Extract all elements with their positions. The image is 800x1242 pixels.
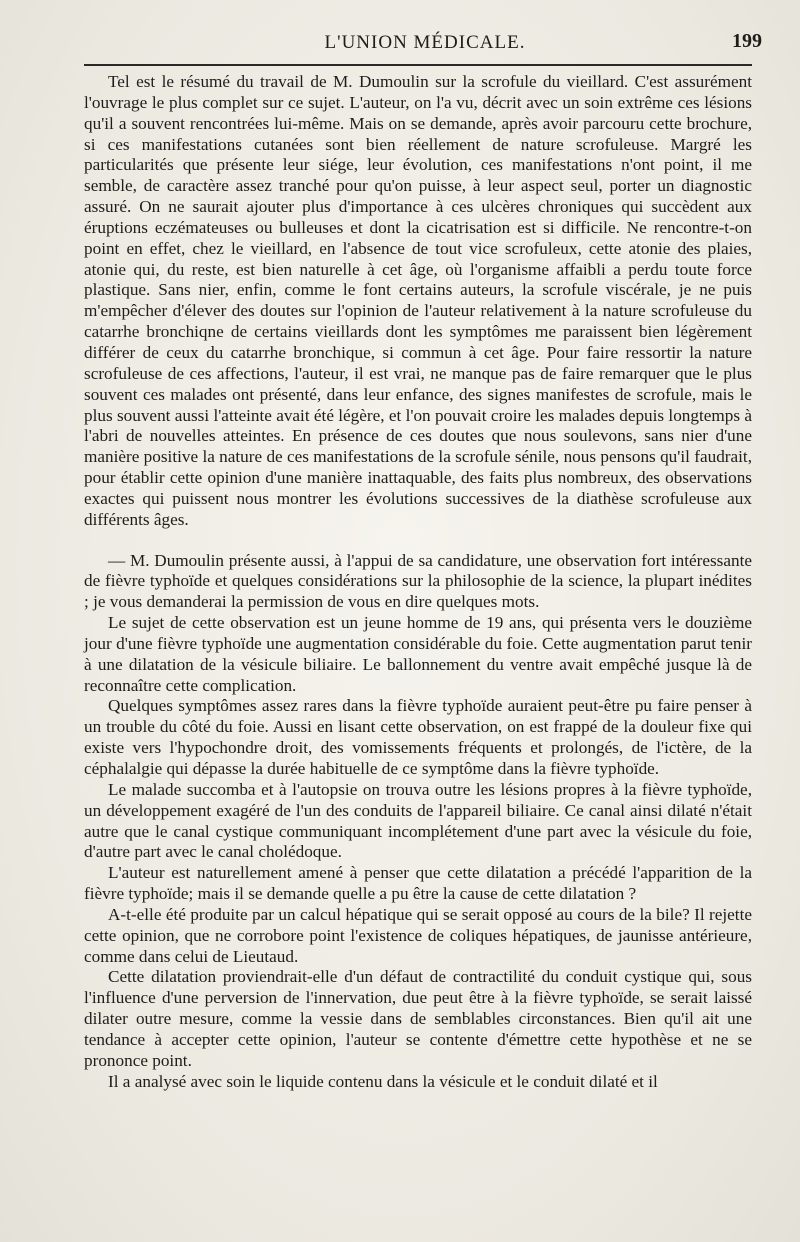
page-header [80,26,770,56]
page-number: 199 [732,30,762,52]
paragraph-symptoms: Quelques symptômes assez rares dans la fièvre typhoïde auraient peut-être pu faire penser à un trouble du côté du foie. Aussi en lisant cette observation, on est frappé de la douleur fixe qui existe vers l'hypochondre droit, des vomissements fréquents et prolongés, de l'ictère, de la céphalalgie qui dépasse la durée habituelle de ce symptôme dans la fièvre typhoïde. [84,696,752,778]
paragraph-scrofule-summary: Tel est le résumé du travail de M. Dumoulin sur la scrofule du vieillard. C'est assurément l'ouvrage le plus complet sur ce sujet. L'auteur, on l'a vu, décrit avec un soin extrême ces lésions qu'il a souvent rencontrées lui-même. Mais on se demande, après avoir parcouru cette brochure, si ces manifestations cutanées sont bien réellement de nature scrofuleuse. Margré les particularités que présente leur siége, leur évolution, ces manifestations n'ont point, il me semble, de caractère assez tranché pour qu'on puisse, à leur aspect seul, porter un diagnostic assuré. On ne saurait ajouter plus d'importance à ces ulcères chroniques qui succèdent aux éruptions eczémateuses ou bulleuses et dont la cicatrisation est si difficile. Ne rencontre-t-on point en effet, chez le vieillard, en l'absence de tout vice scrofuleux, cette atonie des plaies, atonie qui, du reste, est bien naturelle à cet âge, où l'organisme affaibli a perdu toute force plastique. Sans nier, enfin, comme le font certains auteurs, la scrofule viscérale, je ne puis m'empêcher d'élever des doutes sur l'opinion de l'auteur relativement à la nature scrofuleuse du catarrhe bronchiqne de certains vieillards dont les symptômes me paraissent bien légèrement différer de ceux du catarrhe bronchique, si commun à cet âge. Pour faire ressortir la nature scrofuleuse de ces affections, l'auteur, il est vrai, ne manque pas de faire remarquer que le plus souvent ces malades ont présenté, dans leur enfance, des signes manifestes de scrofule, mais le plus souvent aussi l'atteinte avait été légère, et l'on pouvait croire les malades depuis longtemps à l'abri de nouvelles atteintes. En présence de ces doutes que nous soulevons, sans nier d'une manière positive la nature de ces manifestations de la scrofule sénile, nous pensons qu'il faudrait, pour établir cette opinion d'une manière inattaquable, des faits plus nombreux, des observations exactes qui puissent nous montrer les évolutions successives de la diathèse scrofuleuse aux différents âges. [84,72,752,529]
running-title: L'UNION MÉDICALE. [324,32,526,53]
article-body [84,72,752,1093]
paragraph-calcul: A-t-elle été produite par un calcul hépatique qui se serait opposé au cours de la bile? Il rejette cette opinion, que ne corrobore point l'existence de coliques hépatiques, de jaunisse antérieure, comme dans celui de Lieutaud. [84,904,752,966]
paragraph-cause-question: L'auteur est naturellement amené à penser que cette dilatation a précédé l'apparition de la fièvre typhoïde; mais il se demande quelle a pu être la cause de cette dilatation ? [84,863,752,904]
paragraph-analyse: Il a analysé avec soin le liquide contenu dans la vésicule et le conduit dilaté et il [108,1071,658,1091]
paragraph-subject: Le sujet de cette observation est un jeune homme de 19 ans, qui présenta vers le douzième jour d'une fièvre typhoïde une augmentation considérable du foie. Cette augmentation parut tenir à une dilatation de la vésicule biliaire. Le ballonnement du ventre avait empêché jusque là de reconnaître cette complication. [84,613,752,695]
paragraph-autopsy: Le malade succomba et à l'autopsie on trouva outre les lésions propres à la fièvre typhoïde, un développement exagéré de l'un des conduits de l'appareil biliaire. Ce canal ainsi dilaté n'était autre que le canal cystique communiquant incomplétement d'une part avec la vésicule du foie, d'autre part avec le canal cholédoque. [84,779,752,862]
paragraph-dumoulin-observation: — M. Dumoulin présente aussi, à l'appui de sa candidature, une observation fort intéressante de fièvre typhoïde et quelques considérations sur la philosophie de la science, la plupart inédites ; je vous demanderai la permission de vous en dire quelques mots. [84,550,752,612]
header-rule [84,64,752,66]
paragraph-contractilite: Cette dilatation proviendrait-elle d'un défaut de contractilité du conduit cystique qui, sous l'influence d'une perversion de l'innervation, due peut être à la fièvre typhoïde, se serait laissé dilater outre mesure, comme la vessie dans de semblables circonstances. Bien qu'il ait une tendance à accepter cette opinion, l'auteur se contente d'émettre cette hypothèse et ne se prononce point. [84,967,752,1070]
